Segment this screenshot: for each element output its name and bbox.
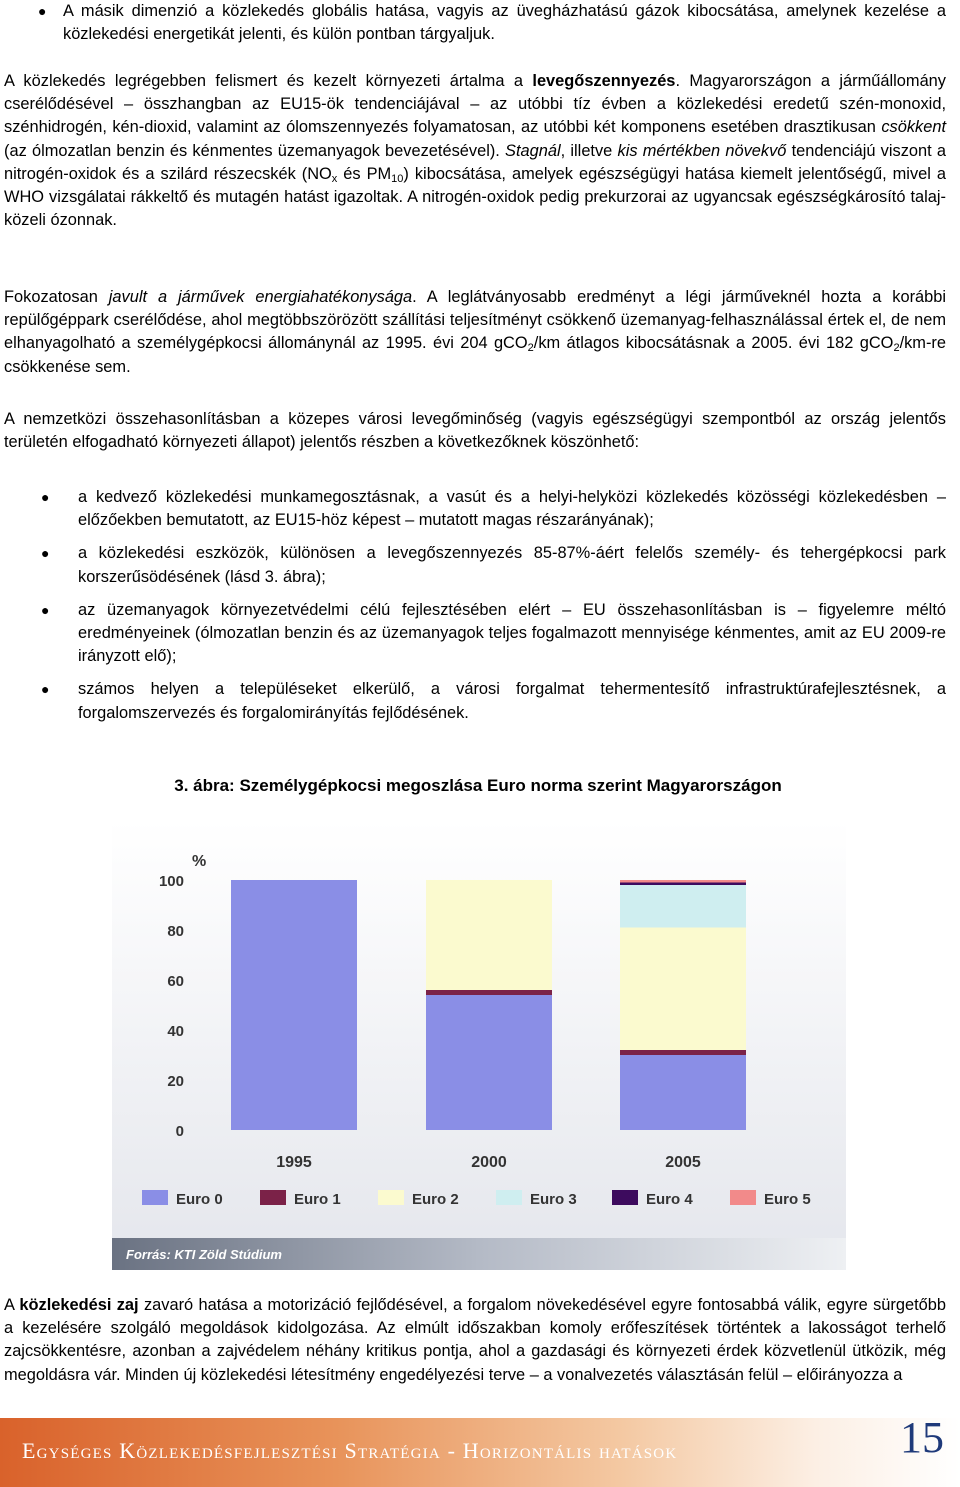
legend-swatch [142,1190,168,1205]
bar-euro-2-2005 [620,928,746,1051]
list-item [4,486,946,532]
text-run: A [4,1296,20,1314]
text-run: és PM [337,164,392,183]
y-tick-label: 80 [167,923,184,940]
bullet-dot: ● [41,601,50,618]
italic-run: Stagnál [505,141,561,160]
top-bullet-item [4,0,946,46]
text-run: /km átlagos kibocsátásnak a 2005. évi 182 gCO [533,334,894,353]
text-run: Fokozatosan [4,288,109,306]
subscript: 2 [527,342,534,355]
bold-run: levegőszennyezés [532,72,676,90]
legend-label: Euro 0 [176,1191,223,1208]
bar-euro-1-2000 [426,990,552,995]
bar-euro-4-2005 [620,883,746,886]
y-tick-label: 0 [175,1123,184,1140]
text-run: tendenciájú viszont a nitrogén-oxidok és a szilárd részecskék (NO [4,141,946,183]
bar-euro-2-2000 [426,880,552,990]
subscript: 2 [893,342,900,355]
subscript: x [331,172,338,185]
list-item [4,678,946,724]
text-run: , illetve [560,141,618,160]
italic-run: kis mértékben növekvő [617,141,787,160]
bold-run: közlekedési zaj [19,1296,139,1314]
legend-label: Euro 4 [646,1191,693,1208]
legend-label: Euro 2 [412,1191,459,1208]
y-tick-label: 100 [158,873,184,890]
bar-euro-0-2005 [620,1055,746,1130]
text-run: ) kibocsátása, amelyek egészségügyi hatása kiemelt jelentőségű, mivel a WHO vizsgálatai rákkeltő és mutagén hatást igazoltak. A nitrogén-oxidok pedig prekurzorai az ugyancsak egészségkárosító talaj-közeli ózonnak. [4,164,946,230]
euro-norm-chart [112,820,846,1270]
list-item-text: az üzemanyagok környezetvédelmi célú fejlesztésében elért – EU összehasonlításban is – figyelemre méltó eredményeinek (ólmozatlan benzin és az üzemanyagok teljes fogalmazott mennyisége kénmentes, amit az EU 2009-re irányzott elő); [78,600,946,666]
bullet-dot: ● [38,3,47,19]
bar-euro-1-2005 [620,1050,746,1055]
paragraph-noise [4,1294,946,1387]
bar-euro-0-1995 [231,880,357,1130]
top-bullet-text: A másik dimenzió a közlekedés globális hatása, vagyis az üvegházhatású gázok kibocsátása, amelynek kezelése a közlekedési energetikát jelenti, és külön pontban tárgyaljuk. [63,2,946,44]
text-run: A közlekedés legrégebben felismert és kezelt környezeti ártalma a [4,72,533,90]
list-item-text: a közlekedési eszközök, különösen a levegőszennyezés 85-87%-áért felelős személy- és tehergépkocsi park korszerűsödésének (lásd 3. ábra); [78,544,946,586]
paragraph-energy-efficiency [4,286,946,379]
text-run: zavaró hatása a motorizáció fejlődésével, a forgalom növekedésével egyre fontosabbá válik, egyre sürgetőbb a kezelésére szolgáló megoldások kidolgozása. Az elmúlt időszakban komoly erőfeszítések történtek a lakosságot terhelő zajcsökkentésre, azonban a zajvédelem néhány kritikus pontja, ahol a gazdasági és környezeti érdek közvetlenül ütközik, még megoldásra vár. Minden új közlekedési létesítmény engedélyezési terve – a vonalvezetés választásán felül – előirányozza a [4,1296,946,1384]
y-tick-label: 40 [167,1023,184,1040]
legend-swatch [496,1190,522,1205]
x-tick-label: 1995 [276,1154,312,1171]
text-run: . A leglátványosabb eredményt a légi járműveknél hozta a korábbi repülőgéppark cserélődése, ahol megtöbbszörözött szállítási teljesítményt csökkenő üzemanyag-felhasználással értek el, de nem elhanyagolható a személygépkocsi állománynál az 1995. évi 204 gCO [4,288,947,353]
text-run: . Magyarországon a járműállomány cserélődésével – összhangban az EU15-ök tendenciájával – az utóbbi tíz évben a közlekedési eredetű szén-monoxid, szénhidrogén, kén-dioxid, valamint az ólomszennyezés folyamatosan, az utóbbi két komponens esetében drasztikusan [4,72,946,137]
figure-title: 3. ábra: Személygépkocsi megoszlása Euro norma szerint Magyarországon [174,776,782,795]
italic-run: javult a járművek energiahatékonysága [108,288,413,306]
list-item-text: számos helyen a településeket elkerülő, a városi forgalmat tehermentesítő infrastruktúrafejlesztésnek, a forgalomszervezés és forgalomirányítás fejlődésének. [78,680,946,722]
legend-swatch [378,1190,404,1205]
bar-euro-5-2005 [620,880,746,883]
legend-swatch [612,1190,638,1205]
footer-title: Egységes Közlekedésfejlesztési Stratégia - Horizontális hatások [22,1438,678,1463]
italic-run: csökkent [881,118,946,137]
list-item [4,542,946,588]
text-run: (az ólmozatlan benzin és kénmentes üzemanyagok bevezetésével). [4,141,506,160]
legend-label: Euro 5 [764,1191,811,1208]
bullet-dot: ● [41,681,50,698]
y-axis-unit-label: % [192,853,207,870]
list-item [4,599,946,669]
legend-swatch [730,1190,756,1205]
legend-label: Euro 1 [294,1191,341,1208]
x-tick-label: 2000 [471,1154,507,1171]
reasons-list [4,486,946,725]
paragraph-air-pollution [4,70,946,232]
bar-euro-3-2005 [620,885,746,928]
source-label: Forrás: KTI Zöld Stúdium [126,1247,282,1262]
y-tick-label: 20 [167,1073,184,1090]
subscript: 10 [391,172,404,185]
legend-label: Euro 3 [530,1191,577,1208]
x-tick-label: 2005 [665,1154,701,1171]
chart-svg [112,820,846,1270]
legend-swatch [260,1190,286,1205]
text-run: /km-re csökkenése sem. [4,334,946,376]
y-tick-label: 60 [167,973,184,990]
page-number: 15 [900,1413,944,1462]
bar-euro-0-2000 [426,995,552,1130]
list-item-text: a kedvező közlekedési munkamegosztásnak, a vasút és a helyi-helyközi közlekedés közösségi közlekedésben – előzőekben bemutatott, az EU15-höz képest – mutatott magas részarányának); [78,488,946,530]
bullet-dot: ● [41,545,50,562]
paragraph-air-quality: A nemzetközi összehasonlításban a közepes városi levegőminőség (vagyis egészségügyi szempontból az ország jelentős területén elfogadható környezeti állapot) jelentős részben a következőknek köszönhető: [4,410,946,452]
bullet-dot: ● [41,489,50,505]
